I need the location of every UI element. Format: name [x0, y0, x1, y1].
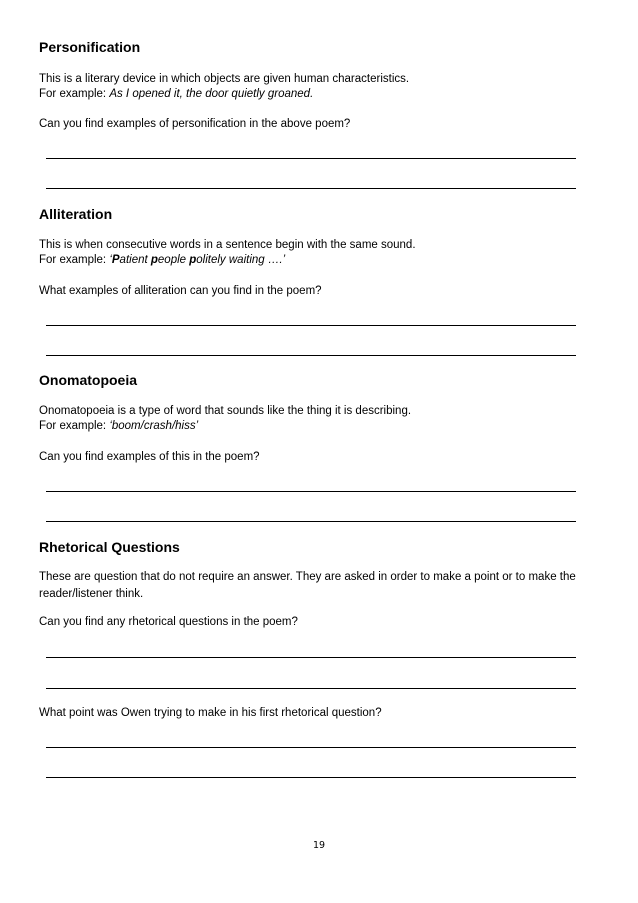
alliteration-question: What examples of alliteration can you find in the poem? [39, 285, 322, 297]
answer-line[interactable] [46, 491, 576, 492]
owen-point-question: What point was Owen trying to make in his first rhetorical question? [39, 707, 382, 719]
answer-line[interactable] [46, 158, 576, 159]
section-heading-rhetorical-questions: Rhetorical Questions [39, 539, 180, 555]
rhetorical-questions-definition: These are question that do not require an answer. They are asked in order to make a point or to make the reader/listener think. [39, 571, 576, 600]
alliteration-example [39, 253, 285, 267]
section-heading-personification: Personification [39, 39, 141, 55]
answer-line[interactable] [46, 688, 576, 689]
answer-line[interactable] [46, 747, 576, 748]
onomatopoeia-example [39, 419, 198, 433]
personification-definition: This is a literary device in which objects are given human characteristics. [39, 73, 410, 85]
personification-question: Can you find examples of personification in the above poem? [39, 118, 351, 130]
example-text: ‘Patient people politely waiting ….’ [109, 254, 286, 266]
personification-example [39, 87, 313, 101]
example-label: For example: [39, 420, 107, 432]
answer-line[interactable] [46, 657, 576, 658]
answer-line[interactable] [46, 188, 576, 189]
answer-line[interactable] [46, 355, 576, 356]
example-label: For example: [39, 88, 107, 100]
alliteration-definition: This is when consecutive words in a sentence begin with the same sound. [39, 239, 416, 251]
answer-line[interactable] [46, 325, 576, 326]
answer-line[interactable] [46, 777, 576, 778]
answer-line[interactable] [46, 521, 576, 522]
rhetorical-questions-question: Can you find any rhetorical questions in the poem? [39, 616, 298, 628]
example-text: ‘boom/crash/hiss’ [109, 420, 199, 432]
onomatopoeia-question: Can you find examples of this in the poem? [39, 451, 260, 463]
section-heading-alliteration: Alliteration [39, 206, 113, 222]
example-label: For example: [39, 254, 107, 266]
page-number: 19 [312, 840, 326, 851]
section-heading-onomatopoeia: Onomatopoeia [39, 372, 138, 388]
example-text: As I opened it, the door quietly groaned. [109, 88, 314, 100]
onomatopoeia-definition: Onomatopoeia is a type of word that sounds like the thing it is describing. [39, 405, 412, 417]
